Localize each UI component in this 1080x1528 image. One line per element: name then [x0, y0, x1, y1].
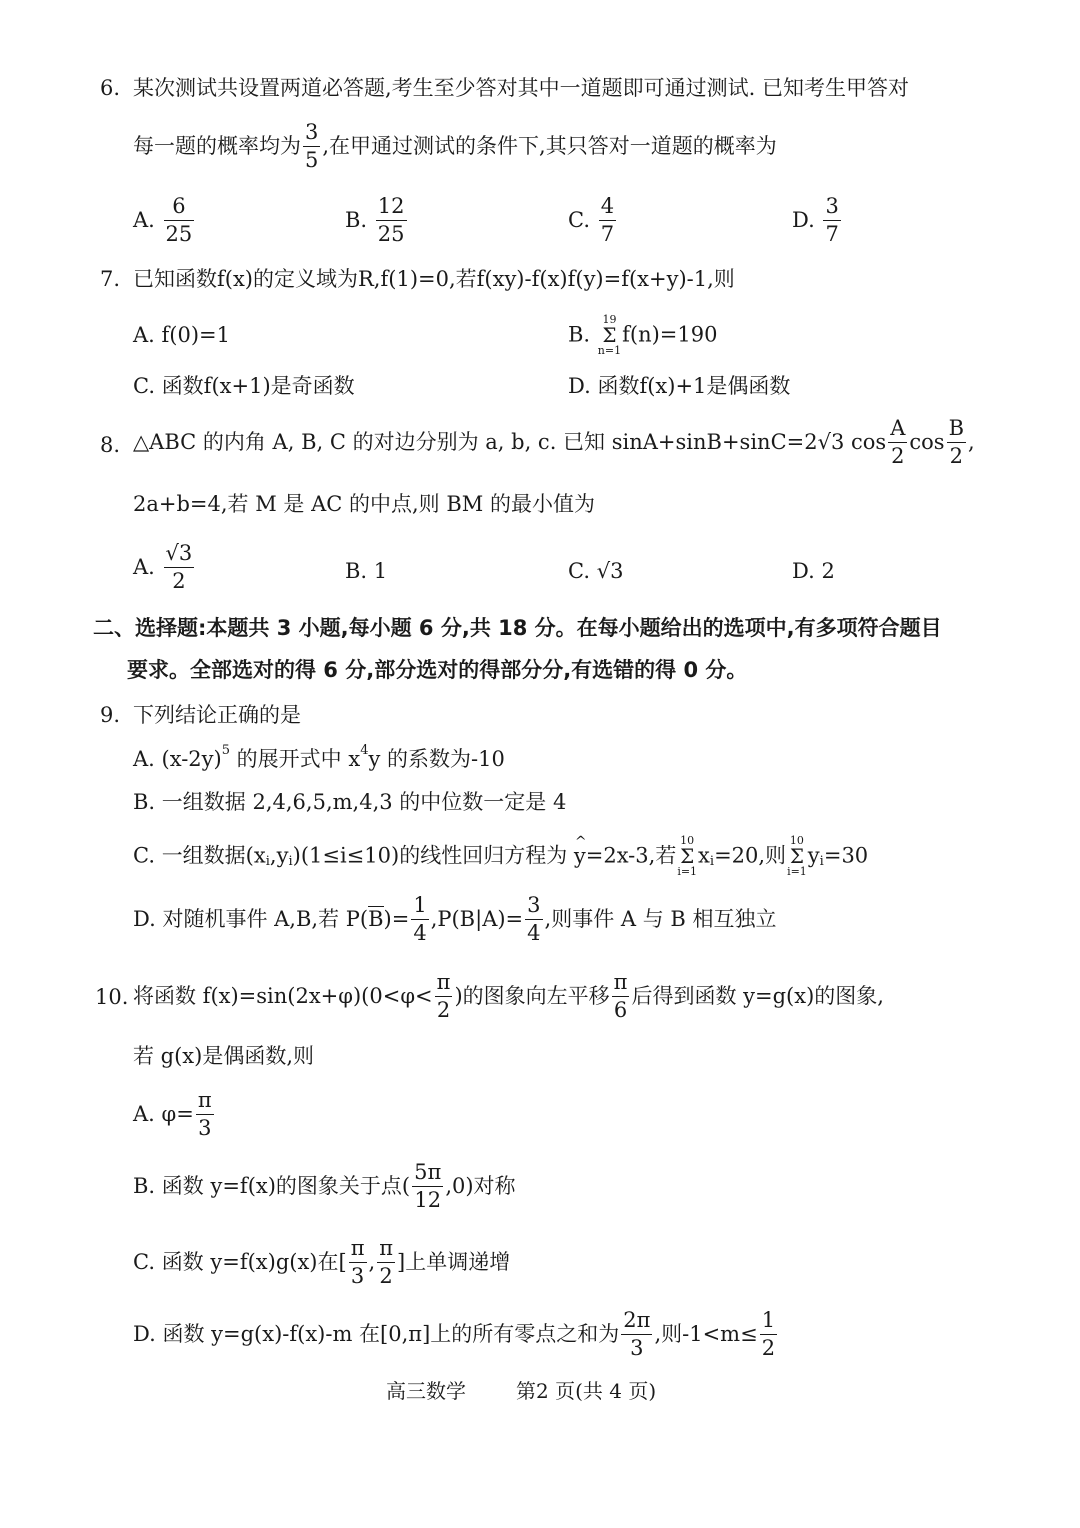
q6-number: 6. [100, 76, 121, 100]
q8-fraction-a [888, 418, 907, 467]
q8-fraction-b [947, 418, 966, 467]
q6-c-num: 4 [599, 196, 616, 221]
q7-number: 7. [100, 267, 121, 291]
q9-sum1-top: 10 [680, 834, 695, 847]
q10-stem-line1 [133, 972, 884, 1021]
q8-stem-pre: △ABC 的内角 A, B, C 的对边分别为 a, b, c. 已知 sinA+sinB+sinC=2√3 cos [133, 430, 887, 454]
q8-stem-line1 [133, 418, 975, 467]
q6-a-den: 25 [165, 222, 193, 246]
section2-heading-line2: 要求。全部选对的得 6 分,部分选对的得部分分,有选错的得 0 分。 [127, 658, 748, 682]
q6-line2-pre: 每一题的概率均为 [133, 134, 301, 158]
q8-option-d-text: 2 [821, 559, 835, 583]
q10-d-fraction1 [621, 1310, 652, 1359]
q8-stem-mid: cos [909, 430, 945, 454]
q9-a-post: y 的系数为-10 [368, 747, 505, 771]
q8-option-b-text: 1 [373, 559, 388, 583]
q10-option-c-label: C. [133, 1250, 155, 1274]
q8-stem-line2: 2a+b=4,若 M 是 AC 的中点,则 BM 的最小值为 [133, 492, 595, 516]
q9-c-v1: =20,则 [714, 843, 787, 868]
q6-a-num: 6 [164, 196, 195, 221]
q6-option-b-label: B. [345, 208, 368, 232]
q6-option-d-fraction [823, 196, 840, 245]
q8-option-a-label: A. [133, 555, 155, 579]
q6-line2-post: ,在甲通过测试的条件下,其只答对一道题的概率为 [322, 134, 777, 158]
q10-c-pre: 函数 y=f(x)g(x)在[ [161, 1250, 347, 1274]
q9-c-sub3: i [709, 853, 715, 869]
q9-d-fraction2 [525, 895, 542, 944]
q6-option-c-fraction [599, 196, 616, 245]
q10-c-fraction1 [349, 1238, 367, 1287]
q9-d-mid1: )= [383, 907, 410, 931]
q6-option-d [792, 196, 843, 245]
q10-option-a-label: A. [133, 1102, 155, 1126]
q6-d-num: 3 [823, 196, 840, 221]
q8-fb-num: B [947, 418, 966, 443]
q10-b-post: ,0)对称 [445, 1174, 516, 1198]
q9-a-exp: 5 [221, 743, 230, 758]
q9-stem: 下列结论正确的是 [133, 703, 301, 727]
q10-a-den: 3 [198, 1116, 212, 1140]
q10-b-fraction [412, 1162, 443, 1211]
q10-a-fraction [196, 1090, 214, 1139]
q10-b-pre: 函数 y=f(x)的图象关于点( [161, 1174, 411, 1198]
q9-d-f1-num: 1 [411, 895, 428, 920]
section2-heading-line1: 二、选择题:本题共 3 小题,每小题 6 分,共 18 分。在每小题给出的选项中,有多项符合题目 [93, 616, 942, 640]
q6-option-a-label: A. [133, 208, 155, 232]
q6-b-den: 25 [377, 222, 405, 246]
q10-option-d-label: D. [133, 1322, 156, 1346]
q9-c-mid1: ,y [269, 843, 289, 868]
q9-sum2-top: 10 [789, 834, 804, 847]
q9-c-pre: 一组数据(x [161, 843, 266, 868]
q10-number: 10. [95, 985, 129, 1009]
sigma-icon: Σ [789, 844, 804, 868]
q8-fa-den: 2 [891, 444, 905, 468]
q9-d-f2-den: 4 [527, 921, 541, 945]
q9-c-yhat: ^ y [574, 846, 586, 867]
q8-option-b-label: B. [345, 559, 368, 583]
q7-option-a-text: f(0)=1 [161, 323, 231, 347]
q8-option-c-label: C. [568, 559, 590, 583]
q9-number: 9. [100, 703, 121, 727]
q6-option-b-fraction [376, 196, 407, 245]
q8-number: 8. [100, 433, 121, 457]
q6-d-den: 7 [825, 222, 839, 246]
q7-stem: 已知函数f(x)的定义域为R,f(1)=0,若f(xy)-f(x)f(y)=f(x+y)-1,则 [133, 267, 735, 291]
q9-c-v2: =30 [823, 843, 869, 868]
q7-option-b-text: f(n)=190 [622, 322, 718, 347]
q10-c-fraction2 [377, 1238, 395, 1287]
q6-prob-fraction [303, 122, 320, 171]
q10-stem-pre: 将函数 f(x)=sin(2x+φ)(0<φ< [133, 984, 433, 1008]
q9-option-d [133, 895, 777, 944]
q9-c-sub1: i [265, 853, 270, 869]
q6-option-d-label: D. [792, 208, 815, 232]
q9-a-exp2: 4 [360, 743, 369, 758]
q9-option-c-label: C. [133, 843, 155, 868]
q7-option-c-text: 函数f(x+1)是奇函数 [161, 374, 355, 398]
q10-f1-num: π [435, 972, 453, 997]
q9-option-c [133, 835, 868, 877]
q8-option-c-text: √3 [596, 559, 624, 583]
q9-c-sum1 [677, 835, 697, 877]
q10-option-b-label: B. [133, 1174, 156, 1198]
q8-option-a-fraction [164, 543, 195, 592]
q7-option-d [568, 375, 790, 397]
q9-option-b-label: B. [133, 790, 156, 814]
q10-c-n2: π [377, 1238, 395, 1263]
sigma-icon: Σ [602, 323, 617, 347]
q10-fraction-2 [612, 972, 630, 1021]
q10-f1-den: 2 [436, 998, 451, 1022]
q7-option-a [133, 324, 230, 346]
q9-d-post: ,则事件 A 与 B 相互独立 [544, 907, 777, 931]
q9-sum2-bottom: i=1 [787, 865, 807, 878]
q9-c-sub4: i [819, 853, 824, 869]
q6-c-den: 7 [600, 222, 615, 246]
q9-option-d-label: D. [133, 907, 156, 931]
q10-c-d1: 3 [350, 1264, 365, 1288]
q10-stem-line2: 若 g(x)是偶函数,则 [133, 1044, 315, 1068]
q7-sum-symbol [598, 314, 621, 356]
q10-d-pre: 函数 y=g(x)-f(x)-m 在[0,π]上的所有零点之和为 [162, 1322, 620, 1346]
q10-option-b [133, 1162, 516, 1211]
q6-stem-line1: 某次测试共设置两道必答题,考生至少答对其中一道题即可通过测试. 已知考生甲答对 [133, 76, 910, 100]
q7-option-b [568, 314, 717, 356]
q6-prob-den: 5 [305, 148, 319, 172]
q10-d-d2: 2 [761, 1336, 776, 1360]
q10-f2-den: 6 [613, 998, 628, 1022]
q6-option-a [133, 196, 196, 245]
q10-a-num: π [196, 1090, 214, 1115]
q8-a-den: 2 [172, 569, 186, 593]
q9-c-y: y [807, 843, 820, 868]
sigma-icon: Σ [680, 844, 695, 868]
q10-c-n1: π [349, 1238, 367, 1263]
q9-d-pre: 对随机事件 A,B,若 P( [162, 907, 369, 931]
q9-option-b-text: 一组数据 2,4,6,5,m,4,3 的中位数一定是 4 [161, 790, 567, 814]
q10-c-d2: 2 [379, 1264, 393, 1288]
q8-option-a [133, 543, 196, 592]
q9-option-a [133, 743, 505, 771]
q9-option-a-label: A. [133, 747, 155, 771]
q10-b-den: 12 [414, 1188, 442, 1212]
q7-sum-top: 19 [602, 313, 617, 326]
q10-d-fraction2 [760, 1310, 777, 1359]
q10-c-comma: , [368, 1250, 376, 1274]
q10-d-mid: ,则-1<m≤ [654, 1322, 758, 1346]
q7-option-d-label: D. [568, 374, 591, 398]
q10-d-n2: 1 [760, 1310, 777, 1335]
footer-subject: 高三数学 [386, 1379, 466, 1403]
q6-option-c [568, 196, 618, 245]
q9-c-mid2: )(1≤i≤10)的线性回归方程为 [292, 843, 574, 868]
q9-c-eq: =2x-3,若 [585, 843, 677, 868]
q9-option-b [133, 791, 566, 813]
q9-sum1-bottom: i=1 [677, 865, 698, 878]
q10-f2-num: π [612, 972, 630, 997]
q9-d-bbar: B [368, 907, 384, 931]
q10-b-num: 5π [412, 1162, 443, 1187]
q6-b-num: 12 [376, 196, 407, 221]
q8-option-c [568, 560, 623, 582]
q8-option-d [792, 560, 835, 582]
q10-stem-post: 后得到函数 y=g(x)的图象, [631, 984, 884, 1008]
q9-d-f1-den: 4 [413, 921, 427, 945]
q10-option-a [133, 1090, 216, 1139]
q7-option-c [133, 375, 355, 397]
q6-option-c-label: C. [568, 208, 590, 232]
q9-a-mid: 的展开式中 x [230, 747, 361, 771]
q10-d-n1: 2π [621, 1310, 652, 1335]
q9-d-fraction1 [411, 895, 428, 944]
q7-sum-bottom: n=1 [597, 344, 622, 357]
q10-stem-mid: )的图象向左平移 [454, 984, 610, 1008]
q9-d-mid2: ,P(B|A)= [430, 907, 524, 931]
q10-option-d [133, 1310, 779, 1359]
q9-a-pre: (x-2y) [161, 747, 222, 771]
q7-option-d-text: 函数f(x)+1是偶函数 [597, 374, 791, 398]
q8-fb-den: 2 [949, 444, 963, 468]
q10-c-post: ]上单调递增 [397, 1250, 511, 1274]
q6-option-a-fraction [164, 196, 195, 245]
q10-a-pre: φ= [161, 1102, 194, 1126]
q9-d-f2-num: 3 [525, 895, 542, 920]
q6-stem-line2 [133, 122, 777, 171]
q9-c-sum2 [787, 835, 807, 877]
q6-option-b [345, 196, 409, 245]
q9-c-x: x [698, 843, 710, 868]
q8-option-d-label: D. [792, 559, 815, 583]
q9-c-sub2: i [288, 853, 293, 869]
q8-a-num: √3 [164, 543, 195, 568]
q8-option-b [345, 560, 387, 582]
footer-page-number: 第2 页(共 4 页) [516, 1379, 657, 1403]
q10-d-d1: 3 [630, 1336, 644, 1360]
q8-stem-end: , [968, 430, 975, 454]
q6-prob-num: 3 [303, 122, 320, 147]
q10-fraction-1 [435, 972, 453, 1021]
q10-option-c [133, 1238, 510, 1287]
q8-fa-num: A [888, 418, 907, 443]
q7-option-c-label: C. [133, 374, 155, 398]
q7-option-a-label: A. [133, 323, 155, 347]
q7-option-b-label: B. [568, 322, 591, 347]
